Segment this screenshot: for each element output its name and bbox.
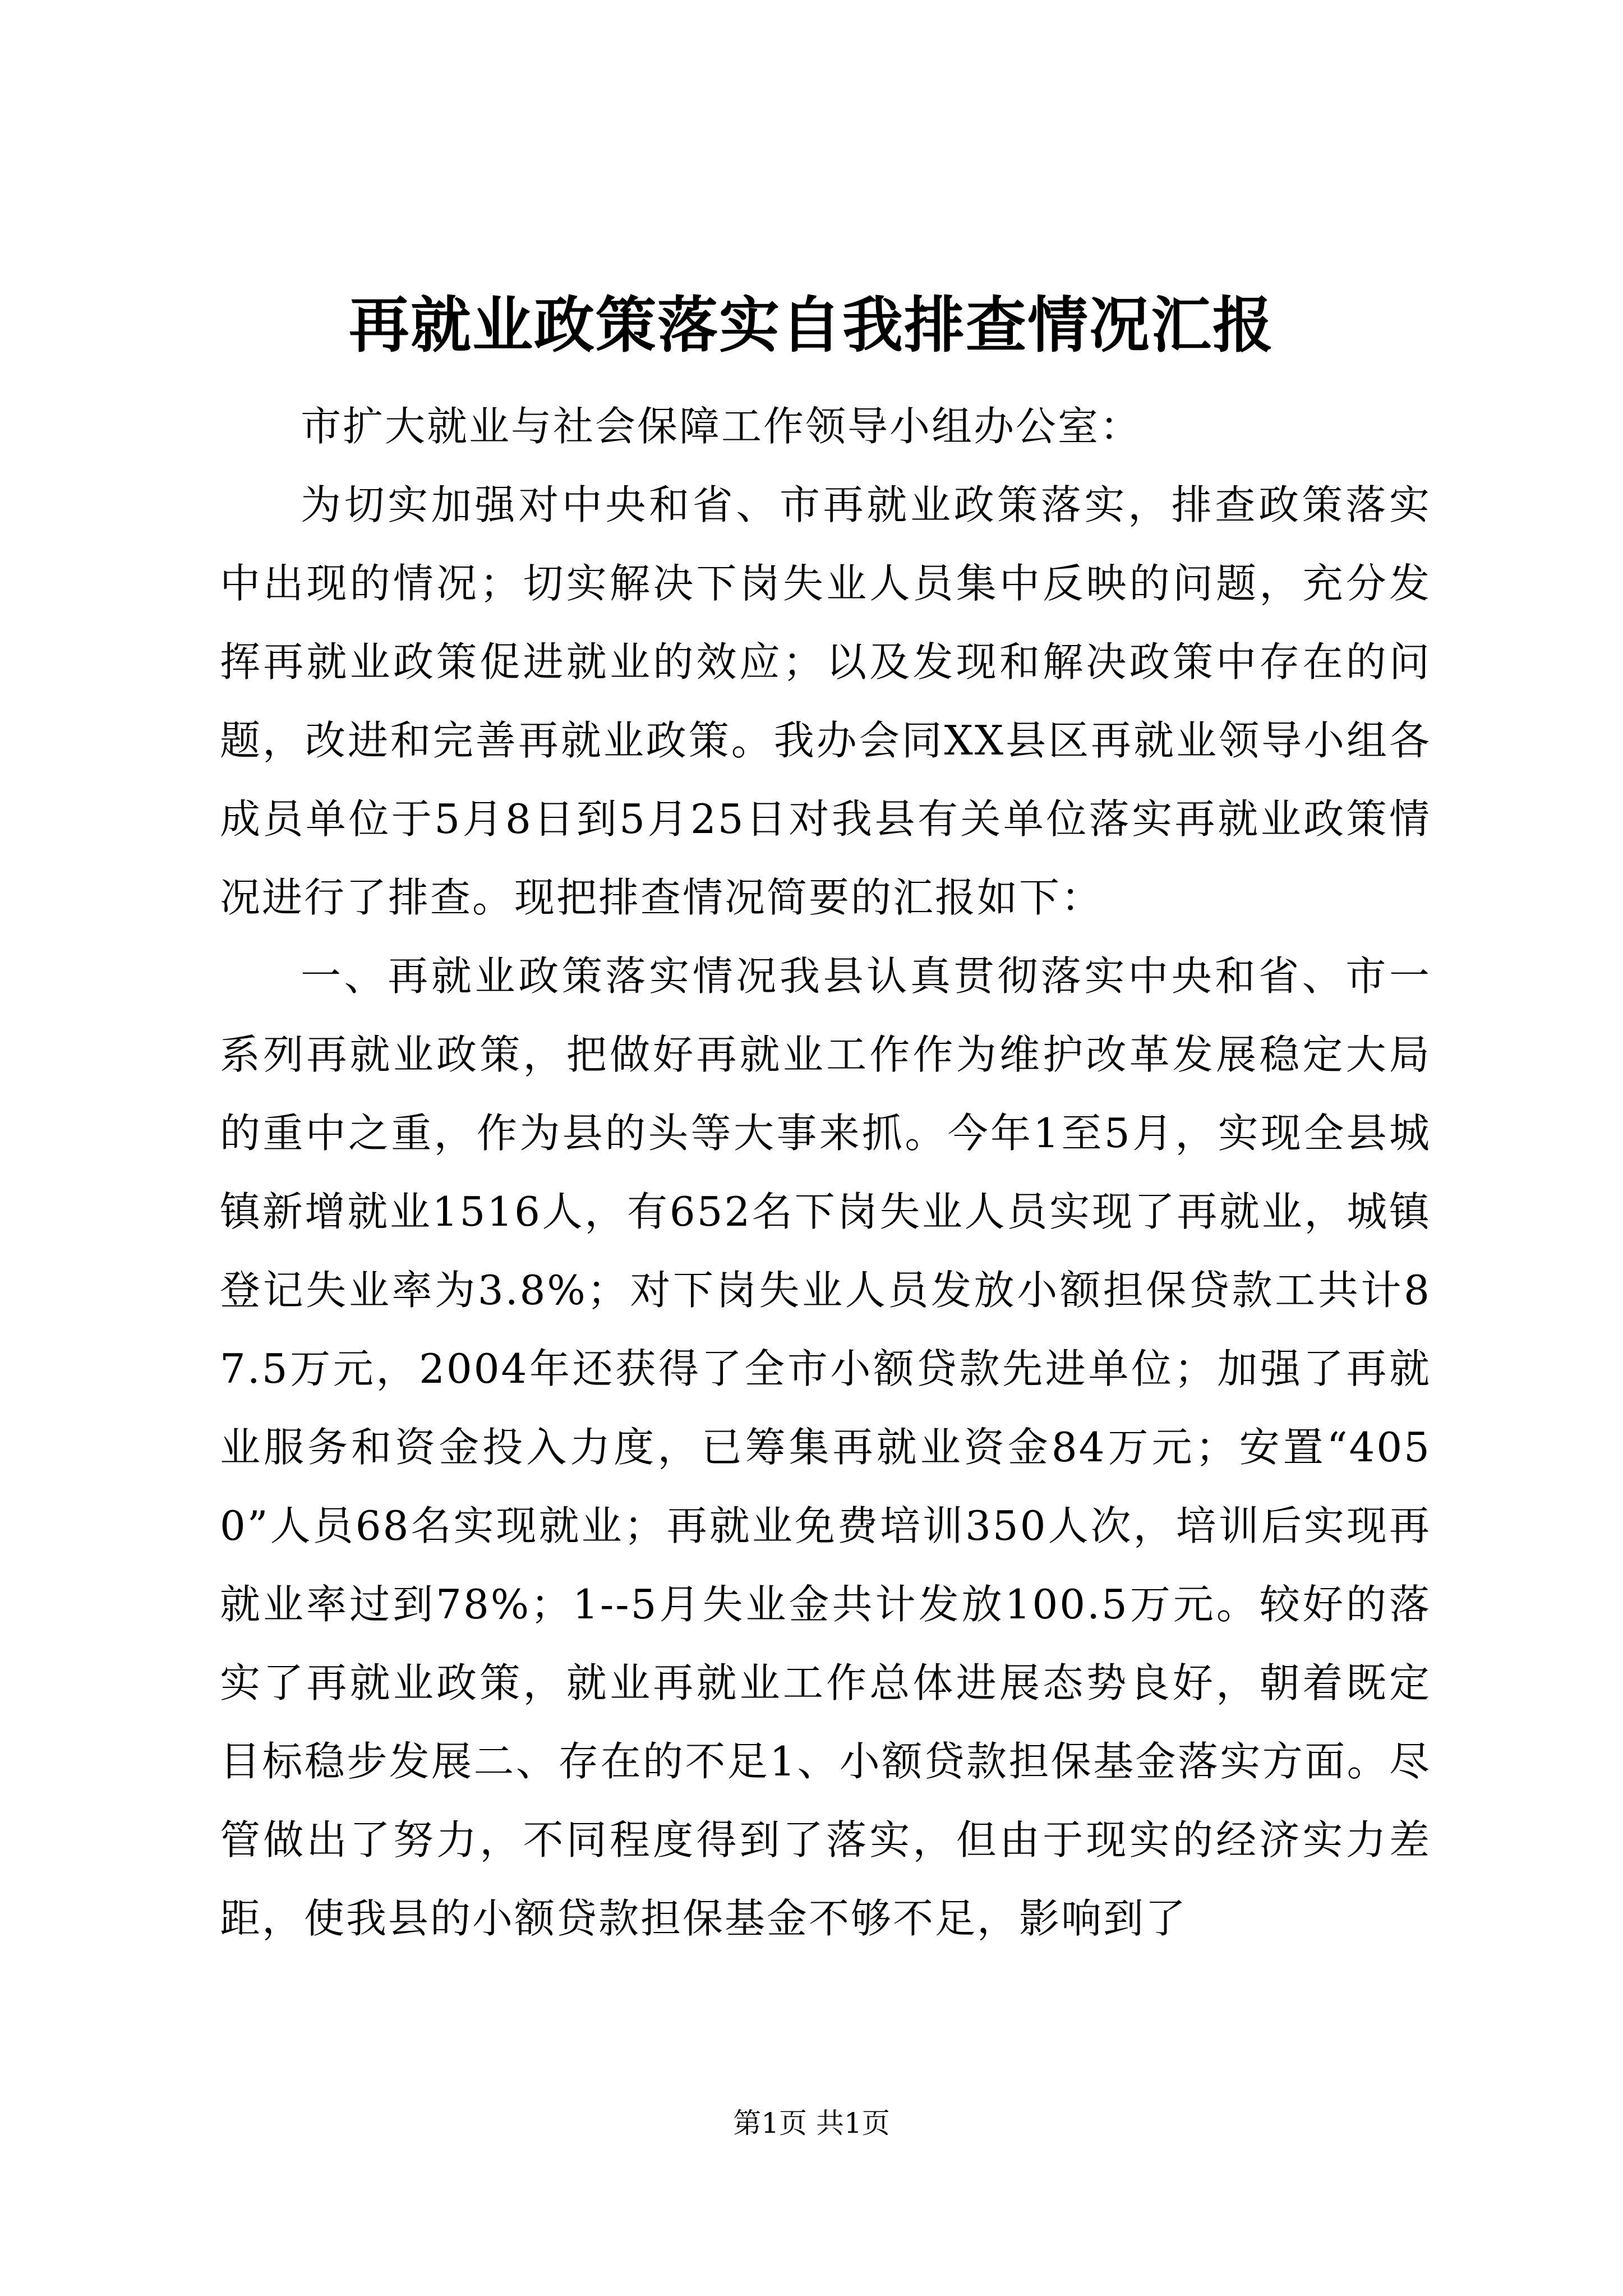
intro-paragraph: 为切实加强对中央和省、市再就业政策落实，排查政策落实中出现的情况；切实解决下岗失业人员集中反映的问题，充分发挥再就业政策促进就业的效应；以及发现和解决政策中存在的问题，改进和完善再就业政策。我办会同XX县区再就业领导小组各成员单位于5月8日到5月25日对我县有关单位落实再就业政策情况进行了排查。现把排查情况简要的汇报如下： — [220, 481, 1431, 921]
page-footer: 第1页 共1页 — [733, 2107, 890, 2139]
salutation-paragraph: 市扩大就业与社会保障工作领导小组办公室： — [301, 403, 1142, 450]
document-title: 再就业政策落实自我排查情况汇报 — [348, 290, 1274, 361]
document-body — [220, 387, 1431, 1958]
section-one-paragraph: 一、再就业政策落实情况我县认真贯彻落实中央和省、市一系列再就业政策，把做好再就业工作作为维护改革发展稳定大局的重中之重，作为县的头等大事来抓。今年1至5月，实现全县城镇新增就业1516人，有652名下岗失业人员实现了再就业，城镇登记失业率为3.8%；对下岗失业人员发放小额担保贷款工共计87.5万元，2004年还获得了全市小额贷款先进单位；加强了再就业服务和资金投入力度，已筹集再就业资金84万元；安置“4050”人员68名实现就业；再就业免费培训350人次，培训后实现再就业率过到78%；1--5月失业金共计发放100.5万元。较好的落实了再就业政策，就业再就业工作总体进展态势良好，朝着既定目标稳步发展二、存在的不足1、小额贷款担保基金落实方面。尽管做出了努力，不同程度得到了落实，但由于现实的经济实力差距，使我县的小额贷款担保基金不够不足，影响到了 — [220, 953, 1431, 1942]
